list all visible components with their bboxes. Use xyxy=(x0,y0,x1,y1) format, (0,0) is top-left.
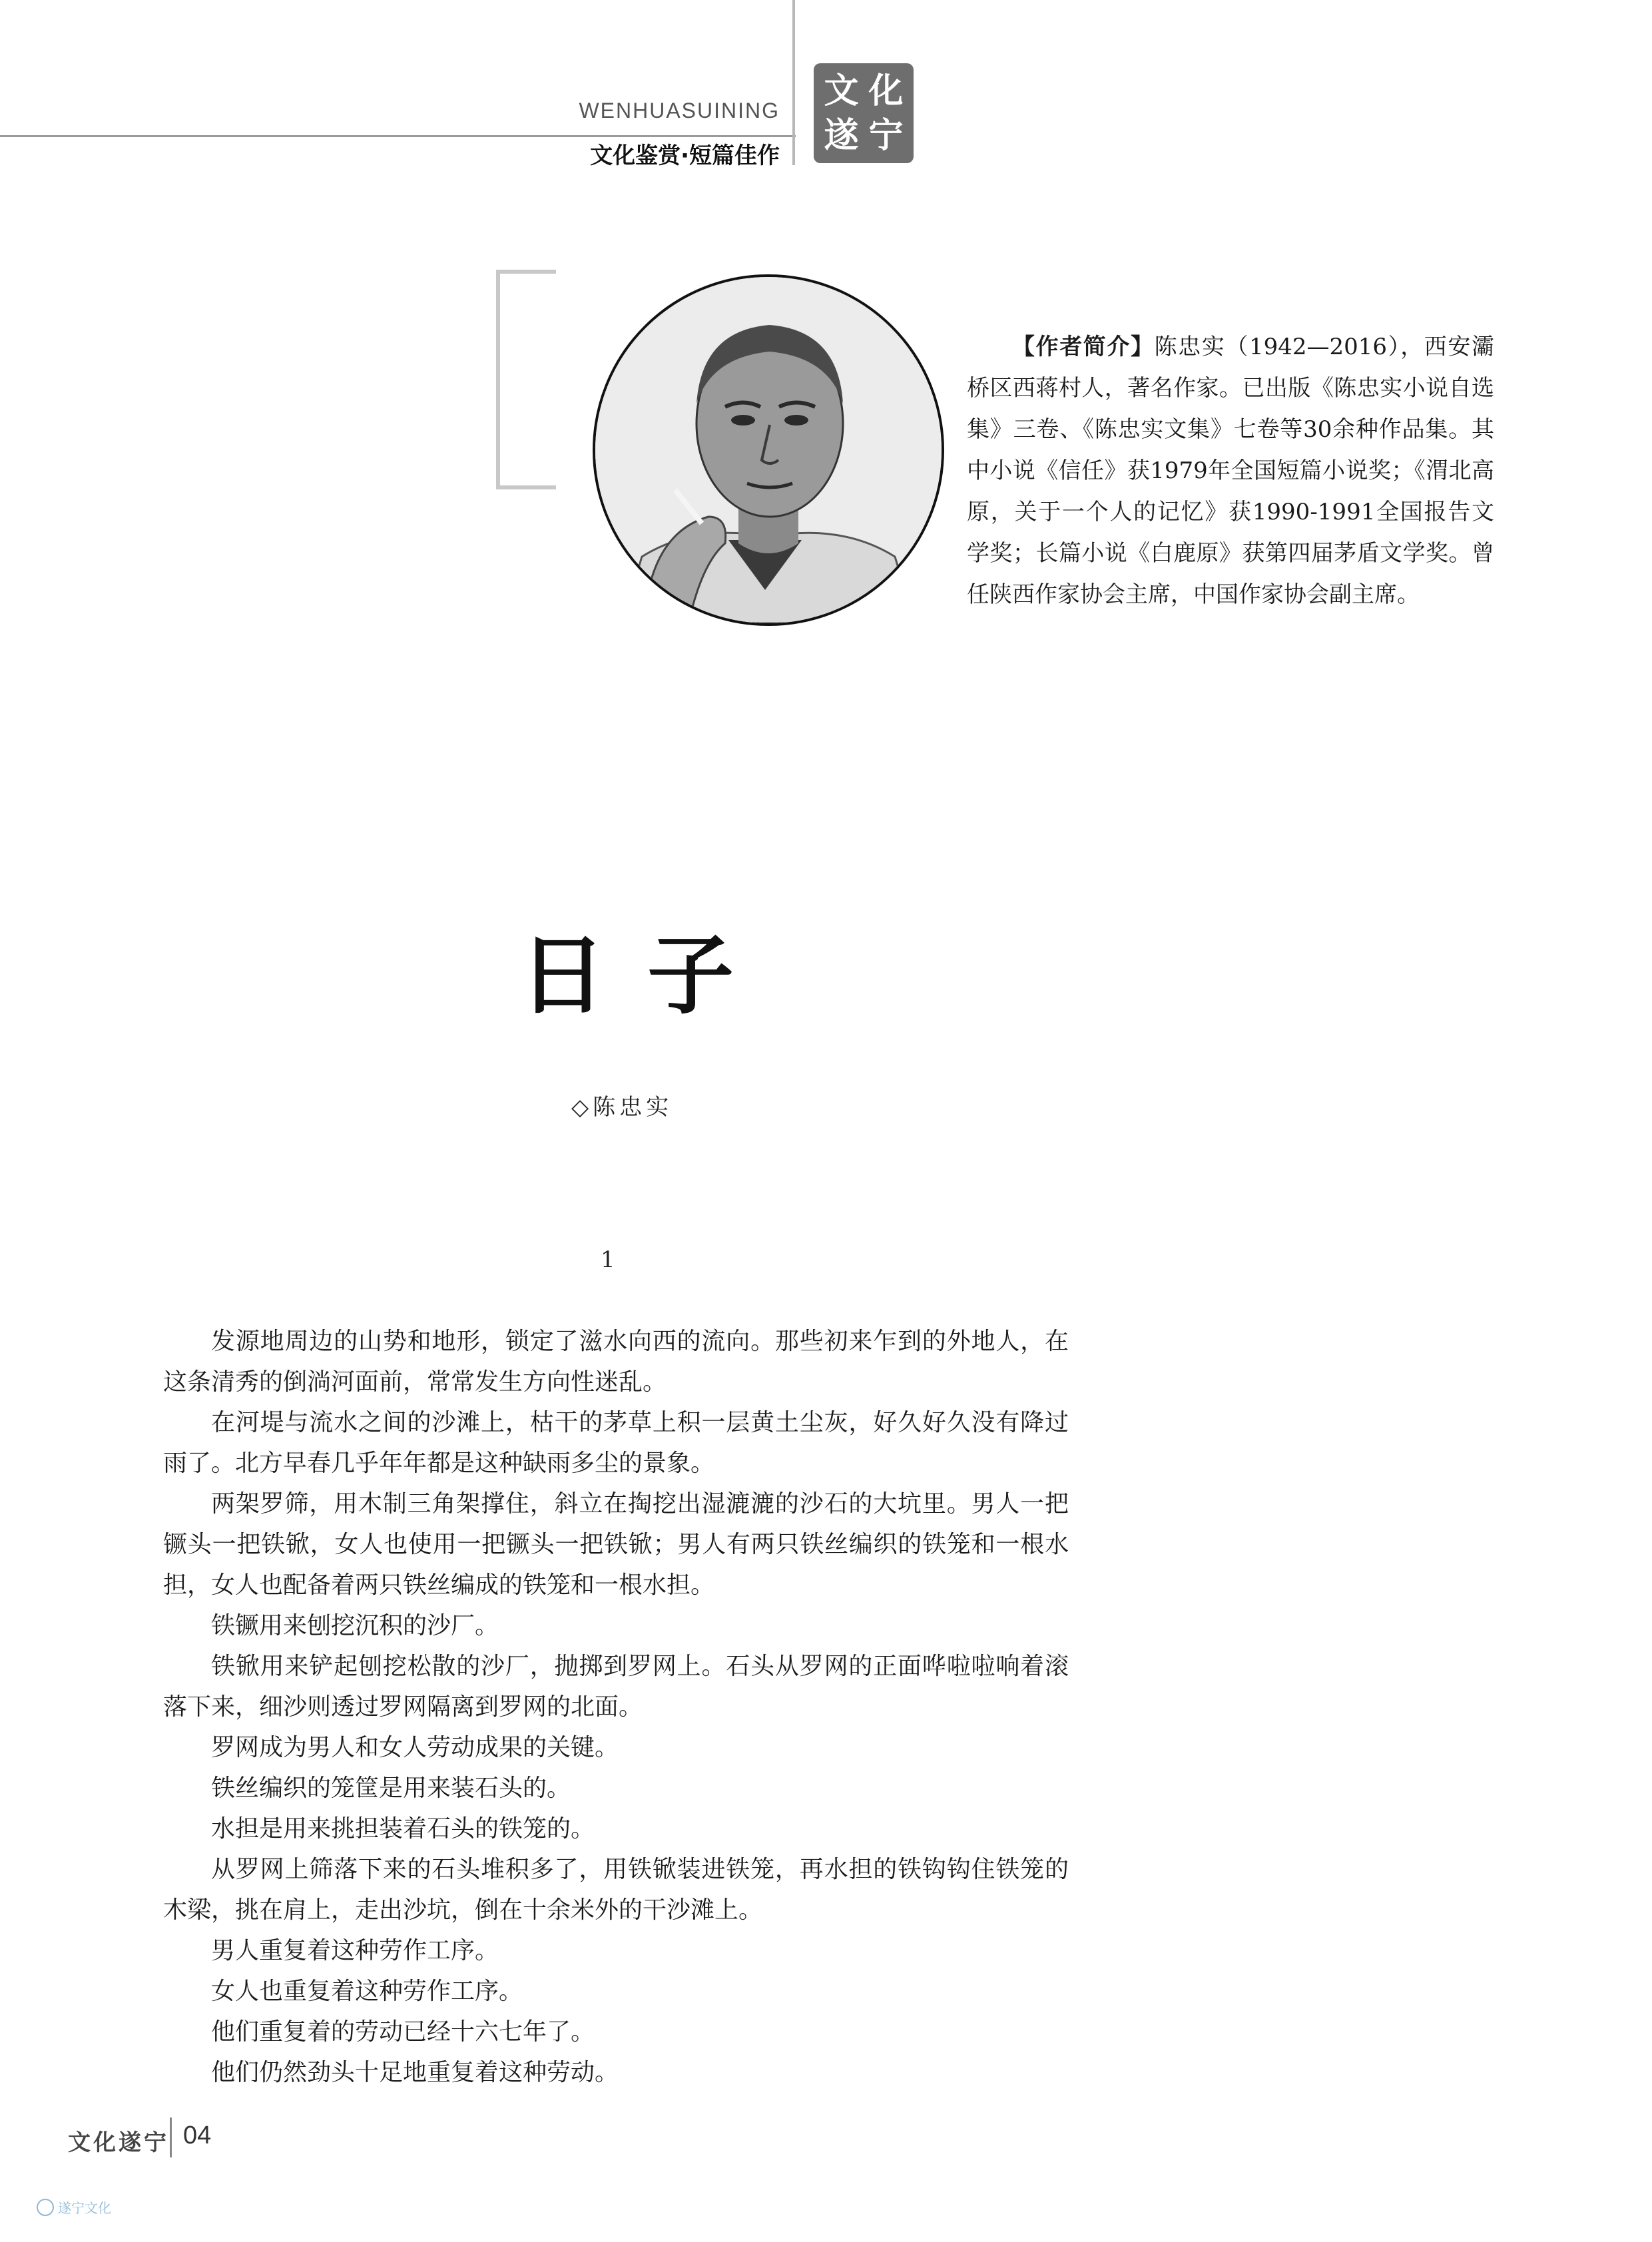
logo-char: 遂 xyxy=(824,115,859,156)
page-number: 04 xyxy=(183,2121,212,2149)
author-bio-text: 陈忠实（1942—2016），西安灞桥区西蒋村人，著名作家。已出版《陈忠实小说自选集》三卷、《陈忠实文集》七卷等30余种作品集。其中小说《信任》获1979年全国短篇小说奖；《渭北高原，关于一个人的记忆》获1990-1991全国报告文学奖；长篇小说《白鹿原》获第四届茅盾文学奖。曾任陕西作家协会主席，中国作家协会副主席。 xyxy=(967,334,1494,608)
paragraph: 他们重复着的劳动已经十六七年了。 xyxy=(211,2018,595,2046)
paragraph: 水担是用来挑担装着石头的铁笼的。 xyxy=(211,1815,595,1842)
paragraph: 罗网成为男人和女人劳动成果的关键。 xyxy=(211,1734,619,1761)
logo-char: 宁 xyxy=(868,115,904,156)
author-bio xyxy=(967,326,1494,615)
watermark xyxy=(37,2197,111,2217)
paragraph: 铁丝编织的笼筐是用来装石头的。 xyxy=(211,1775,571,1802)
decorative-bracket xyxy=(496,270,556,489)
portrait-illustration xyxy=(595,277,942,623)
paragraph: 铁镢用来刨挖沉积的沙厂。 xyxy=(211,1612,499,1639)
magazine-logo xyxy=(814,63,914,163)
paragraph: 两架罗筛，用木制三角架撑住，斜立在掏挖出湿漉漉的沙石的大坑里。男人一把镢头一把铁锨，女人也使用一把镢头一把铁锨；男人有两只铁丝编织的铁笼和一根水担，女人也配备着两只铁丝编成的铁笼和一根水担。 xyxy=(163,1490,1069,1599)
author-bio-label: 【作者简介】 xyxy=(1012,334,1155,360)
paragraph: 从罗网上筛落下来的石头堆积多了，用铁锨装进铁笼，再水担的铁钩钩住铁笼的木梁，挑在肩上，走出沙坑，倒在十余米外的干沙滩上。 xyxy=(163,1856,1069,1924)
header-section-label: 文化鉴赏·短篇佳作 xyxy=(590,142,780,169)
footer-magazine-name: 文化遂宁 xyxy=(68,2129,169,2156)
paragraph: 发源地周边的山势和地形，锁定了滋水向西的流向。那些初来乍到的外地人，在这条清秀的倒淌河面前，常常发生方向性迷乱。 xyxy=(163,1328,1069,1396)
article-title: 日子 xyxy=(519,924,776,1026)
footer-divider xyxy=(170,2117,172,2157)
watermark-text: 遂宁文化 xyxy=(58,2200,111,2216)
logo-char: 化 xyxy=(868,70,904,111)
article-byline: ◇陈忠实 xyxy=(571,1094,673,1121)
header-english-title: WENHUASUINING xyxy=(579,99,780,123)
author-portrait xyxy=(593,274,944,626)
section-number: 1 xyxy=(601,1247,615,1273)
paragraph: 铁锨用来铲起刨挖松散的沙厂，抛掷到罗网上。石头从罗网的正面哗啦啦响着滚落下来，细沙则透过罗网隔离到罗网的北面。 xyxy=(163,1653,1069,1721)
paragraph: 女人也重复着这种劳作工序。 xyxy=(211,1978,523,2005)
logo-char: 文 xyxy=(824,70,859,111)
watermark-icon xyxy=(37,2199,54,2216)
paragraph: 男人重复着这种劳作工序。 xyxy=(211,1937,499,1964)
article-body xyxy=(163,1321,1069,2093)
paragraph: 他们仍然劲头十足地重复着这种劳动。 xyxy=(211,2059,619,2086)
header-divider xyxy=(792,0,795,165)
paragraph: 在河堤与流水之间的沙滩上，枯干的茅草上积一层黄土尘灰，好久好久没有降过雨了。北方早春几乎年年都是这种缺雨多尘的景象。 xyxy=(163,1409,1069,1477)
